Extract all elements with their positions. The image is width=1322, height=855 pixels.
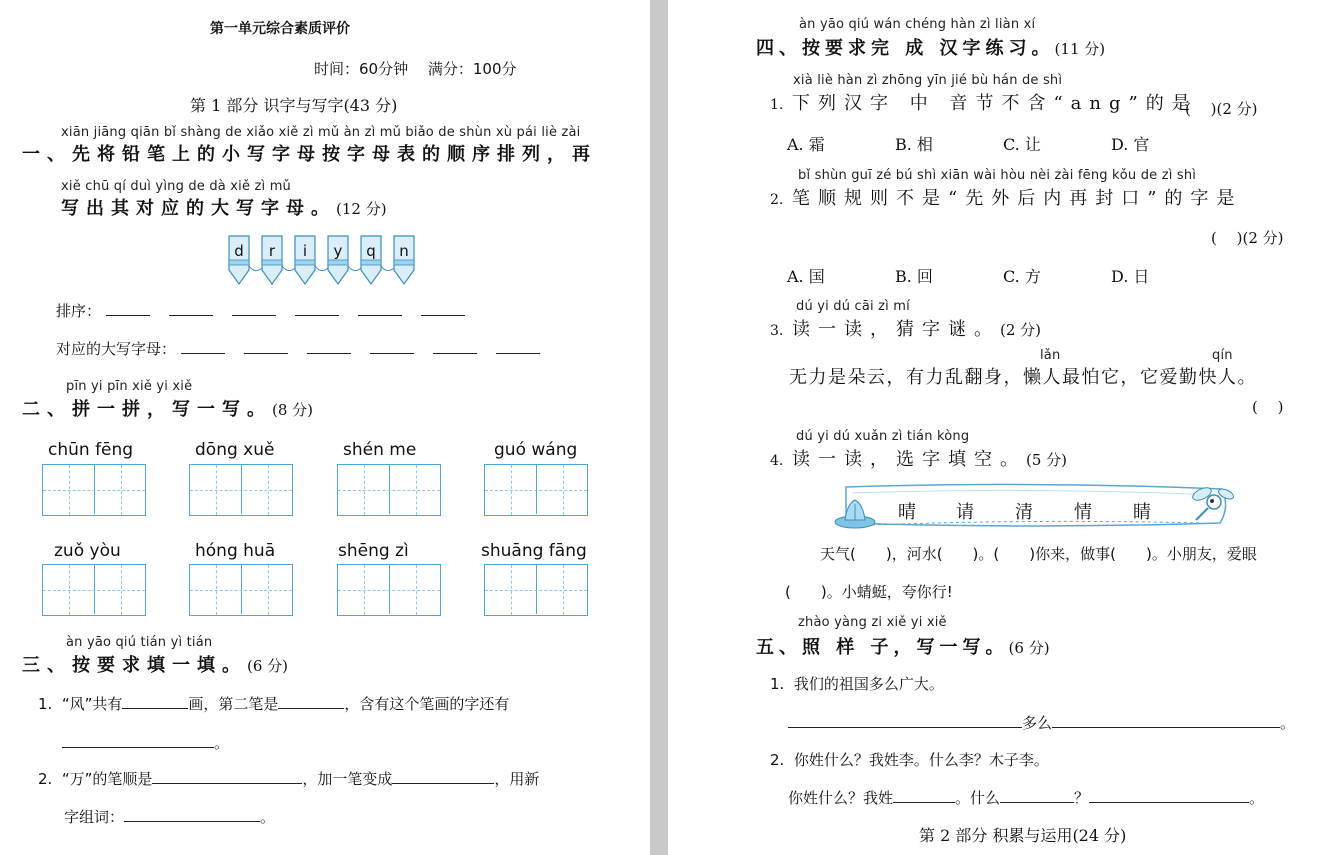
q4-s2-option-d: D. 日 [1111,267,1150,286]
q4-s1-option-d: D. 官 [1111,135,1150,154]
writing-grid[interactable] [42,464,146,516]
q4-s4-text: 读一读，选字填空。(5 分) [792,449,1068,470]
pencil-letter: n [399,242,409,260]
word-pinyin-2: dōng xuě [195,440,275,460]
q4-s2-text: 笔顺规则不是“先外后内再封口”的字是 [792,188,1243,209]
q4-s1-num: 1. [770,97,784,113]
pencil-letter: r [268,242,276,260]
pencil-y [328,236,348,284]
q4-s2-option-c: C. 方 [1003,267,1041,286]
part2-heading: 第 2 部分 积累与运用(24 分) [919,826,1127,845]
q3-item-1-cont: 。 [62,732,229,753]
q4-s4-num: 4. [770,453,784,469]
dragonfly-icon [1188,482,1234,524]
sort-row: 排序： [56,300,465,321]
char-option-2: 请 [956,502,974,523]
word-pinyin-7: shēng zì [338,541,409,561]
q3-item-1: 1. “风”共有 画，第二笔是 ，含有这个笔画的字还有 [38,695,510,713]
q3-item-2-cont: 字组词： 。 [64,808,276,826]
q4-s1-text: 下列汉字 中 音节不含“ang”的是 [792,93,1198,114]
word-pinyin-5: zuǒ yòu [54,541,121,561]
q4-s3-text: 读一读，猜字谜。(2 分) [792,319,1042,340]
q4-pinyin: àn yāo qiú wán chéng hàn zì liàn xí [799,17,1036,32]
fill-sentence-1: 天气( )，河水( )。( )你来，做事( )。小朋友，爱眼 [820,545,1257,563]
q5-example-1: 1. 我们的祖国多么广大。 [770,675,944,693]
q4-s1-pinyin: xià liè hàn zì zhōng yīn jié bù hán de shì [793,73,1063,88]
q4-s3-num: 3. [770,323,784,339]
uppercase-row: 对应的大写字母： [56,338,540,359]
q3-line: 三、按要求填一填。(6 分) [22,655,289,676]
q2-pinyin: pīn yi pīn xiě yi xiě [66,379,193,394]
pencil-n [394,236,414,284]
q4-s2-num: 2. [770,192,784,208]
q4-s2-pinyin: bǐ shùn guī zé bú shì xiān wài hòu nèi zài fēng kǒu de zì shì [798,168,1197,183]
writing-grid[interactable] [484,464,588,516]
char-option-3: 清 [1015,502,1033,523]
exam-title: 第一单元综合素质评价 [210,21,350,37]
q4-line: 四、按要求完 成 汉字练习。(11 分) [756,38,1106,59]
char-choice-box [832,479,1234,533]
char-option-4: 情 [1074,502,1092,523]
word-pinyin-4: guó wáng [494,440,578,460]
writing-grid[interactable] [337,464,441,516]
word-pinyin-8: shuāng fāng [481,541,587,561]
q5-pinyin: zhào yàng zi xiě yi xiě [798,615,947,630]
pencil-letter: i [302,242,308,260]
riddle-pinyin-lan: lǎn [1040,348,1061,363]
q1-pinyin-1: xiān jiāng qiān bǐ shàng de xiǎo xiě zì mǔ àn zì mǔ biǎo de shùn xù pái liè zài [61,125,581,140]
q4-s1-paren: ( )(2 分) [1185,100,1258,118]
right-page [668,0,1322,855]
writing-grid[interactable] [189,464,293,516]
q4-s3-paren: ( ) [1252,398,1284,416]
q4-s2-option-a: A. 国 [787,267,825,286]
q5-example-2: 2. 你姓什么？我姓李。什么李？木子李。 [770,751,1049,769]
part1-heading: 第 1 部分 识字与写字(43 分) [190,96,398,115]
q3-item-2: 2. “万”的笔顺是 ，加一笔变成 ，用新 [38,770,540,788]
q4-s1-option-a: A. 霜 [787,135,825,154]
q1-line-2: 写出其对应的大写字母。(12 分) [61,198,387,219]
time-score: 时间：60分钟 满分：100分 [314,60,517,78]
riddle-pinyin-qin: qín [1212,348,1233,363]
lotus-icon [833,496,879,532]
word-pinyin-1: chūn fēng [48,440,134,460]
q4-s2-option-b: B. 回 [895,267,933,286]
word-pinyin-3: shén me [343,440,417,460]
writing-grid[interactable] [42,564,146,616]
left-page [0,0,650,855]
pencil-letter: y [333,242,343,260]
char-option-1: 晴 [898,502,916,523]
writing-grid[interactable] [337,564,441,616]
q4-s1-option-c: C. 让 [1003,135,1041,154]
word-pinyin-6: hóng huā [195,541,276,561]
pencil-r [262,236,282,284]
riddle-text: 无力是朵云，有力乱翻身，懒人最怕它，它爱勤快人。 [789,367,1257,388]
q4-s3-pinyin: dú yi dú cāi zì mí [796,299,910,314]
pencils-illustration [215,230,420,288]
q2-line: 二、拼一拼，写一写。(8 分) [22,399,314,420]
pencil-letter: q [366,242,376,260]
q4-s4-pinyin: dú yi dú xuǎn zì tián kòng [796,429,970,444]
q1-pinyin-2: xiě chū qí duì yìng de dà xiě zì mǔ [61,179,291,194]
pencil-i [295,236,315,284]
q5-line: 五、照 样 子，写一写。(6 分) [756,637,1050,658]
q3-pinyin: àn yāo qiú tián yì tián [66,635,213,650]
pencil-q [361,236,381,284]
pencil-letter: d [234,242,244,260]
pencil-d [229,236,249,284]
writing-grid[interactable] [484,564,588,616]
q5-answer-1: 多么 。 [788,712,1295,733]
writing-grid[interactable] [189,564,293,616]
q5-answer-2: 你姓什么？我姓 。什么 ？ 。 [788,789,1265,807]
q4-s2-paren: ( )(2 分) [1211,229,1284,247]
char-option-5: 睛 [1133,502,1151,523]
q1-line-1: 一、先将铅笔上的小写字母按字母表的顺序排列，再 [22,144,597,165]
fill-sentence-2: ( )。小蜻蜓，夸你行! [785,583,953,601]
q4-s1-option-b: B. 相 [895,135,933,154]
